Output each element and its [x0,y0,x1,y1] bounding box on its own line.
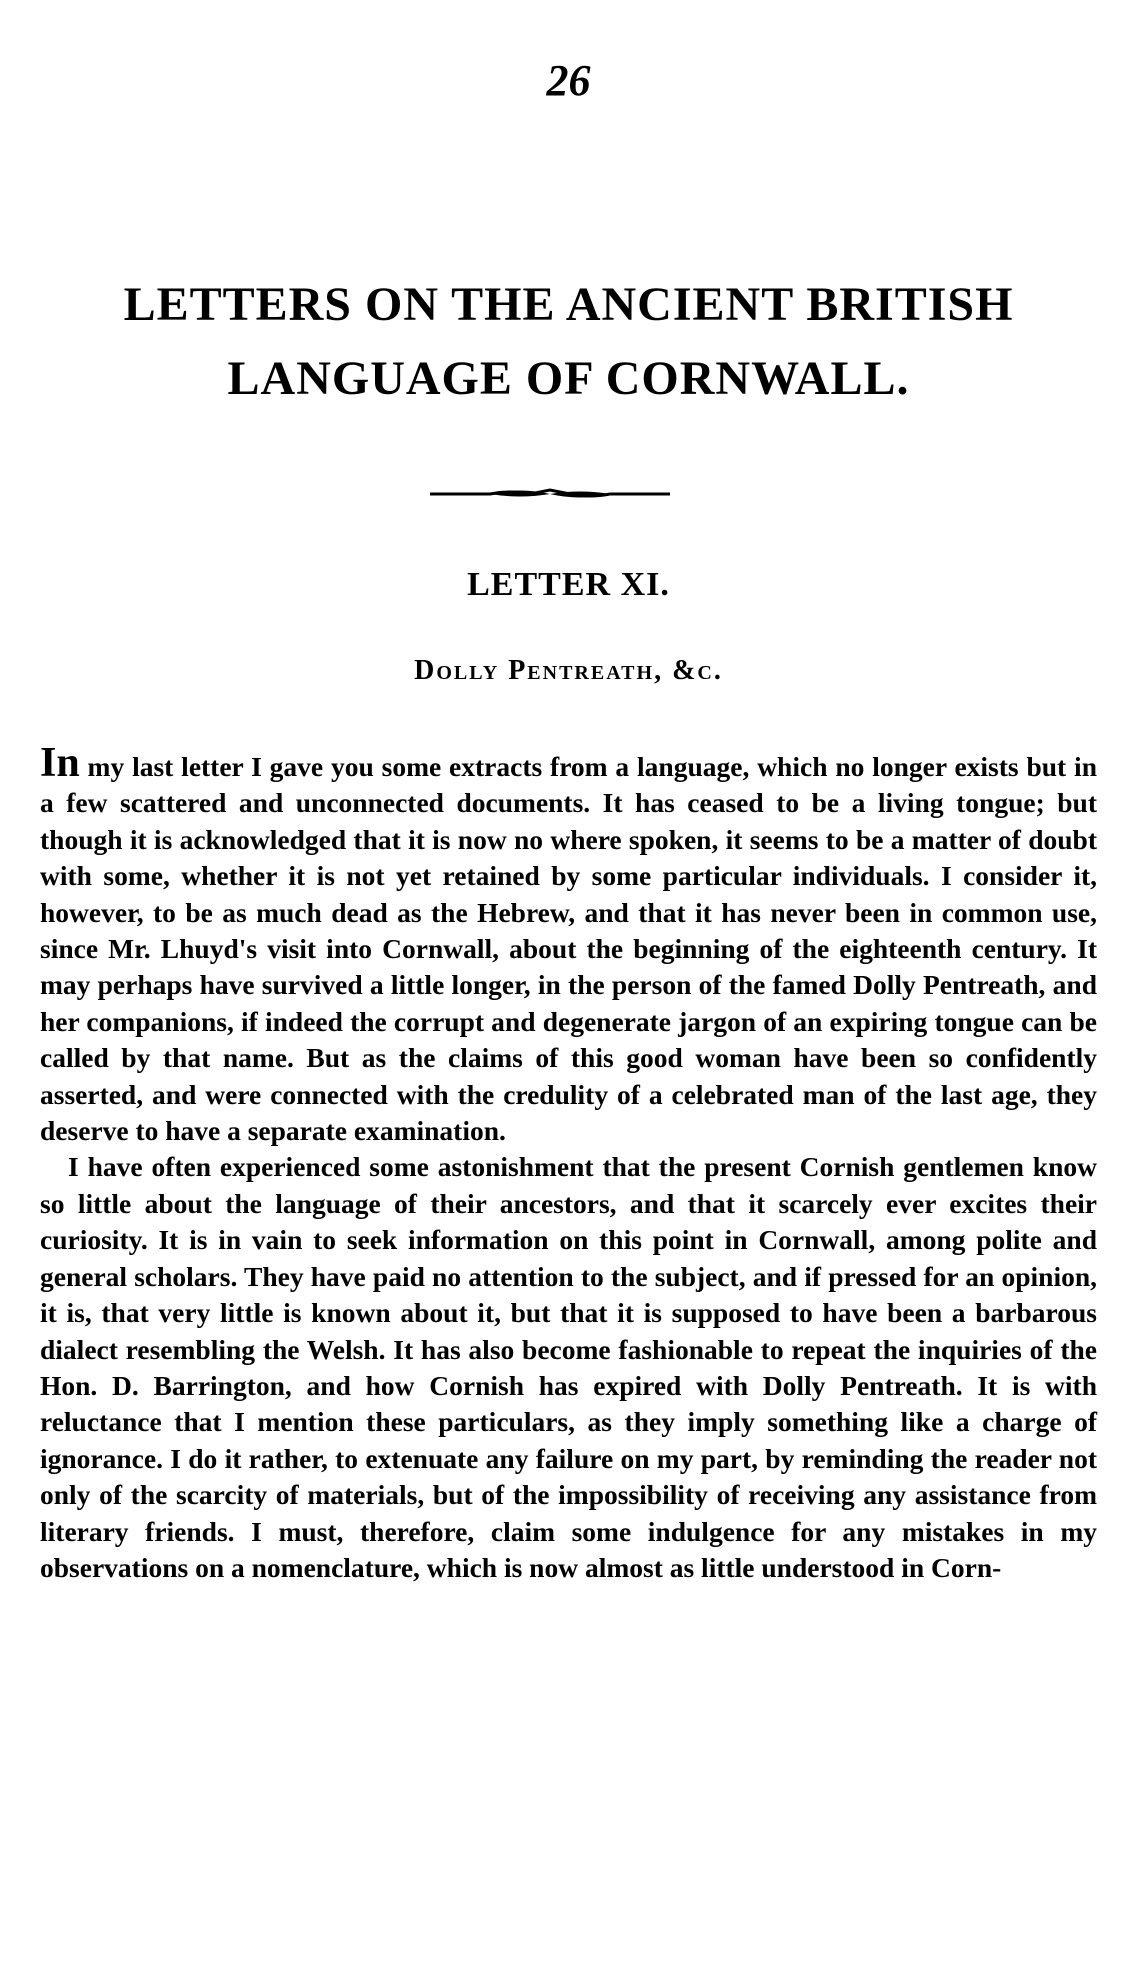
main-title-line-2: LANGUAGE OF CORNWALL. [227,352,910,405]
letter-subheading: Dolly Pentreath, &c. [414,655,723,686]
paragraph-1 [40,742,1097,1149]
page-number: 26 [546,56,591,105]
paragraph-1-text: my last letter I gave you some extracts from a language, which no longer exists but in a few scattered and unconnected documents. It has ceased to be a living tongue; but though it is acknowledged that it is now no where spoken, it seems to be a matter of doubt with some, whether it is not yet retained by some particular individuals. I consider it, however, to be as much dead as the Hebrew, and that it has never been in common use, since Mr. Lhuyd's visit into Cornwall, about the beginning of the eighteenth century. It may perhaps have survived a little longer, in the person of the famed Dolly Pentreath, and her companions, if indeed the corrupt and degenerate jargon of an expiring tongue can be called by that name. But as the claims of this good woman have been so confidently asserted, and were connected with the credulity of a celebrated man of the last age, they deserve to have a separate examination. [40,751,1097,1147]
main-title [30,268,1107,416]
paragraph-1-initial: In [40,740,80,786]
main-title-line-1: LETTERS ON THE ANCIENT BRITISH [123,278,1014,331]
body-text [40,742,1097,1586]
letter-heading: LETTER XI. [467,566,670,603]
ornamental-rule-divider [430,484,670,504]
paragraph-2: I have often experienced some astonishment that the present Cornish gentlemen know so little about the language of their ancestors, and that it scarcely ever excites their curiosity. It is in vain to seek information on this point in Cornwall, among polite and general scholars. They have paid no attention to the subject, and if pressed for an opinion, it is, that very little is known about it, but that it is supposed to have been a barbarous dialect resembling the Welsh. It has also become fashionable to repeat the inquiries of the Hon. D. Barrington, and how Cornish has expired with Dolly Pentreath. It is with reluctance that I mention these particulars, as they imply something like a charge of ignorance. I do it rather, to extenuate any failure on my part, by reminding the reader not only of the scarcity of materials, but of the impossibility of receiving any assistance from literary friends. I must, therefore, claim some indulgence for any mistakes in my observations on a nomenclature, which is now almost as little understood in Corn- [40,1151,1097,1583]
